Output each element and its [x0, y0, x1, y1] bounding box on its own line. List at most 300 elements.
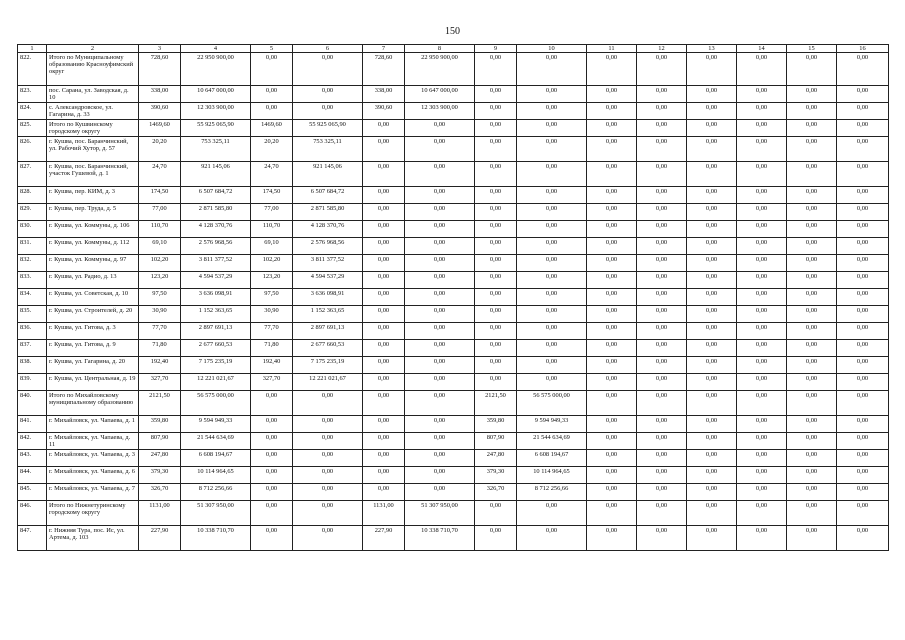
table-row: [18, 187, 889, 204]
address-cell: г. Кушва, ул. Коммуны, д. 97: [47, 255, 139, 272]
value-cell: 0,00: [405, 137, 475, 162]
value-cell: 390,60: [363, 103, 405, 120]
value-cell: 0,00: [405, 289, 475, 306]
address-cell: г. Кушва, ул. Гагарина, д. 20: [47, 357, 139, 374]
value-cell: 55 925 065,90: [181, 120, 251, 137]
value-cell: 0,00: [587, 526, 637, 551]
value-cell: 0,00: [787, 340, 837, 357]
value-cell: 3 811 377,52: [181, 255, 251, 272]
value-cell: 0,00: [787, 103, 837, 120]
value-cell: 12 221 021,67: [181, 374, 251, 391]
row-number-cell: 826.: [18, 137, 47, 162]
value-cell: 3 636 098,91: [181, 289, 251, 306]
value-cell: 0,00: [737, 306, 787, 323]
column-header: 10: [517, 45, 587, 53]
value-cell: 390,60: [139, 103, 181, 120]
value-cell: 0,00: [637, 272, 687, 289]
value-cell: 0,00: [363, 187, 405, 204]
table-row: [18, 221, 889, 238]
value-cell: 0,00: [405, 433, 475, 450]
address-cell: г. Нижняя Тура, пос. Ис, ул. Артема, д. 103: [47, 526, 139, 551]
value-cell: 0,00: [251, 433, 293, 450]
value-cell: 0,00: [475, 187, 517, 204]
value-cell: 327,70: [139, 374, 181, 391]
value-cell: 71,80: [251, 340, 293, 357]
column-header: 2: [47, 45, 139, 53]
value-cell: 0,00: [587, 53, 637, 86]
value-cell: 0,00: [587, 255, 637, 272]
value-cell: 0,00: [517, 526, 587, 551]
value-cell: 0,00: [637, 391, 687, 416]
value-cell: 2 897 691,13: [293, 323, 363, 340]
value-cell: 0,00: [405, 450, 475, 467]
value-cell: 0,00: [787, 204, 837, 221]
value-cell: 0,00: [837, 238, 889, 255]
value-cell: 0,00: [687, 120, 737, 137]
value-cell: 0,00: [363, 323, 405, 340]
address-cell: г. Михайловск, ул. Чапаева, д. 7: [47, 484, 139, 501]
value-cell: 174,50: [139, 187, 181, 204]
value-cell: 0,00: [687, 357, 737, 374]
value-cell: 0,00: [363, 137, 405, 162]
value-cell: 0,00: [293, 53, 363, 86]
value-cell: 192,40: [139, 357, 181, 374]
value-cell: 0,00: [363, 162, 405, 187]
value-cell: 21 544 634,69: [517, 433, 587, 450]
row-number-cell: 827.: [18, 162, 47, 187]
value-cell: 0,00: [363, 272, 405, 289]
value-cell: 0,00: [251, 467, 293, 484]
value-cell: 0,00: [737, 484, 787, 501]
value-cell: 0,00: [587, 467, 637, 484]
value-cell: 0,00: [517, 374, 587, 391]
column-header: 12: [637, 45, 687, 53]
value-cell: 24,70: [139, 162, 181, 187]
value-cell: 0,00: [837, 416, 889, 433]
value-cell: 338,00: [139, 86, 181, 103]
row-number-cell: 841.: [18, 416, 47, 433]
value-cell: 0,00: [787, 526, 837, 551]
value-cell: 0,00: [587, 137, 637, 162]
value-cell: 0,00: [587, 306, 637, 323]
row-number-cell: 835.: [18, 306, 47, 323]
value-cell: 0,00: [587, 272, 637, 289]
value-cell: 227,90: [139, 526, 181, 551]
value-cell: 0,00: [363, 204, 405, 221]
value-cell: 0,00: [293, 467, 363, 484]
table-row: [18, 137, 889, 162]
value-cell: 0,00: [687, 450, 737, 467]
value-cell: 0,00: [293, 433, 363, 450]
row-number-cell: 829.: [18, 204, 47, 221]
value-cell: 0,00: [517, 289, 587, 306]
value-cell: 10 338 710,70: [181, 526, 251, 551]
value-cell: 2 871 585,80: [181, 204, 251, 221]
table-row: [18, 340, 889, 357]
table-row: [18, 416, 889, 433]
table-row: [18, 238, 889, 255]
value-cell: 0,00: [363, 374, 405, 391]
value-cell: 0,00: [737, 255, 787, 272]
value-cell: 0,00: [251, 501, 293, 526]
value-cell: 0,00: [517, 162, 587, 187]
value-cell: 102,20: [251, 255, 293, 272]
value-cell: 97,50: [251, 289, 293, 306]
value-cell: 0,00: [637, 86, 687, 103]
address-cell: г. Кушва, ул. Радио, д. 13: [47, 272, 139, 289]
value-cell: 12 221 021,67: [293, 374, 363, 391]
value-cell: 0,00: [363, 238, 405, 255]
value-cell: 56 575 000,00: [181, 391, 251, 416]
value-cell: 0,00: [637, 289, 687, 306]
value-cell: 2 897 691,13: [181, 323, 251, 340]
value-cell: 0,00: [687, 391, 737, 416]
value-cell: 0,00: [517, 306, 587, 323]
value-cell: 0,00: [405, 467, 475, 484]
value-cell: 0,00: [251, 526, 293, 551]
column-header: 1: [18, 45, 47, 53]
value-cell: 0,00: [837, 120, 889, 137]
value-cell: 0,00: [363, 467, 405, 484]
value-cell: 326,70: [139, 484, 181, 501]
value-cell: 0,00: [517, 238, 587, 255]
value-cell: 0,00: [787, 86, 837, 103]
value-cell: 0,00: [737, 120, 787, 137]
value-cell: 0,00: [475, 289, 517, 306]
value-cell: 0,00: [475, 323, 517, 340]
row-number-cell: 824.: [18, 103, 47, 120]
value-cell: 227,90: [363, 526, 405, 551]
value-cell: 0,00: [787, 501, 837, 526]
value-cell: 0,00: [737, 289, 787, 306]
table-row: [18, 467, 889, 484]
value-cell: 0,00: [837, 137, 889, 162]
value-cell: 0,00: [405, 340, 475, 357]
value-cell: 0,00: [405, 306, 475, 323]
value-cell: 0,00: [837, 340, 889, 357]
value-cell: 359,80: [139, 416, 181, 433]
column-header: 8: [405, 45, 475, 53]
value-cell: 0,00: [737, 526, 787, 551]
value-cell: 0,00: [787, 306, 837, 323]
value-cell: 0,00: [475, 374, 517, 391]
column-header: 4: [181, 45, 251, 53]
table-row: [18, 289, 889, 306]
value-cell: 0,00: [637, 103, 687, 120]
value-cell: 30,90: [139, 306, 181, 323]
value-cell: 0,00: [405, 187, 475, 204]
address-cell: г. Кушва, пос. Баранчинский, участок Гушевой, д. 1: [47, 162, 139, 187]
table-row: [18, 120, 889, 137]
value-cell: 30,90: [251, 306, 293, 323]
value-cell: 110,70: [251, 221, 293, 238]
value-cell: 0,00: [687, 484, 737, 501]
value-cell: 0,00: [405, 238, 475, 255]
address-cell: г. Кушва, ул. Коммуны, д. 106: [47, 221, 139, 238]
value-cell: 0,00: [517, 86, 587, 103]
value-cell: 0,00: [737, 323, 787, 340]
value-cell: 0,00: [787, 467, 837, 484]
address-cell: г. Михайловск, ул. Чапаева, д. 3: [47, 450, 139, 467]
value-cell: 0,00: [587, 120, 637, 137]
value-cell: 0,00: [293, 391, 363, 416]
value-cell: 0,00: [587, 374, 637, 391]
value-cell: 0,00: [363, 289, 405, 306]
value-cell: 0,00: [405, 120, 475, 137]
column-header: 13: [687, 45, 737, 53]
value-cell: 0,00: [251, 86, 293, 103]
value-cell: 0,00: [737, 53, 787, 86]
value-cell: 0,00: [517, 137, 587, 162]
value-cell: 0,00: [837, 526, 889, 551]
value-cell: 10 647 000,00: [181, 86, 251, 103]
value-cell: 2 576 968,56: [181, 238, 251, 255]
value-cell: 21 544 634,69: [181, 433, 251, 450]
value-cell: 0,00: [837, 204, 889, 221]
value-cell: 0,00: [517, 357, 587, 374]
value-cell: 0,00: [787, 162, 837, 187]
table-row: [18, 162, 889, 187]
value-cell: 0,00: [637, 357, 687, 374]
value-cell: 807,90: [139, 433, 181, 450]
value-cell: 0,00: [293, 526, 363, 551]
table-row: [18, 323, 889, 340]
value-cell: 0,00: [637, 120, 687, 137]
value-cell: 6 608 194,67: [181, 450, 251, 467]
value-cell: 6 507 684,72: [293, 187, 363, 204]
value-cell: 69,10: [251, 238, 293, 255]
row-number-cell: 830.: [18, 221, 47, 238]
row-number-cell: 834.: [18, 289, 47, 306]
value-cell: 0,00: [737, 340, 787, 357]
value-cell: 0,00: [251, 416, 293, 433]
table-row: [18, 53, 889, 86]
value-cell: 0,00: [737, 86, 787, 103]
value-cell: 0,00: [837, 53, 889, 86]
value-cell: 9 594 949,33: [181, 416, 251, 433]
value-cell: 8 712 256,66: [517, 484, 587, 501]
value-cell: 0,00: [293, 416, 363, 433]
page-number: 150: [445, 26, 460, 37]
address-cell: г. Кушва, ул. Центральная, д. 19: [47, 374, 139, 391]
value-cell: 0,00: [687, 467, 737, 484]
value-cell: 0,00: [737, 416, 787, 433]
value-cell: 0,00: [475, 526, 517, 551]
value-cell: 0,00: [475, 272, 517, 289]
value-cell: 0,00: [363, 120, 405, 137]
value-cell: 6 507 684,72: [181, 187, 251, 204]
value-cell: 4 128 370,76: [181, 221, 251, 238]
value-cell: 0,00: [475, 501, 517, 526]
table-row: [18, 103, 889, 120]
value-cell: 0,00: [787, 255, 837, 272]
value-cell: 728,60: [363, 53, 405, 86]
row-number-cell: 846.: [18, 501, 47, 526]
value-cell: 0,00: [787, 357, 837, 374]
value-cell: 0,00: [687, 289, 737, 306]
value-cell: 110,70: [139, 221, 181, 238]
value-cell: 0,00: [737, 238, 787, 255]
value-cell: 0,00: [587, 221, 637, 238]
value-cell: 0,00: [837, 103, 889, 120]
value-cell: 0,00: [363, 391, 405, 416]
value-cell: 0,00: [587, 323, 637, 340]
value-cell: 0,00: [637, 53, 687, 86]
value-cell: 0,00: [587, 433, 637, 450]
value-cell: 0,00: [517, 272, 587, 289]
value-cell: 0,00: [475, 221, 517, 238]
value-cell: 10 647 000,00: [405, 86, 475, 103]
value-cell: 0,00: [787, 323, 837, 340]
value-cell: 77,00: [139, 204, 181, 221]
value-cell: 0,00: [363, 416, 405, 433]
value-cell: 0,00: [787, 416, 837, 433]
address-cell: Итого по Муниципальному образованию Красноуфимский округ: [47, 53, 139, 86]
value-cell: 0,00: [475, 86, 517, 103]
value-cell: 0,00: [587, 187, 637, 204]
value-cell: 0,00: [787, 374, 837, 391]
value-cell: 0,00: [405, 416, 475, 433]
value-cell: 0,00: [637, 204, 687, 221]
value-cell: 0,00: [587, 391, 637, 416]
value-cell: 9 594 949,33: [517, 416, 587, 433]
value-cell: 0,00: [637, 323, 687, 340]
value-cell: 4 594 537,29: [293, 272, 363, 289]
value-cell: 359,80: [475, 416, 517, 433]
value-cell: 0,00: [637, 221, 687, 238]
row-number-cell: 825.: [18, 120, 47, 137]
value-cell: 0,00: [787, 391, 837, 416]
value-cell: 0,00: [475, 53, 517, 86]
value-cell: 338,00: [363, 86, 405, 103]
column-header: 16: [837, 45, 889, 53]
table-row: [18, 433, 889, 450]
value-cell: 77,70: [251, 323, 293, 340]
value-cell: 0,00: [687, 340, 737, 357]
value-cell: 0,00: [637, 255, 687, 272]
value-cell: 0,00: [517, 120, 587, 137]
value-cell: 0,00: [405, 484, 475, 501]
table-row: [18, 204, 889, 221]
value-cell: 0,00: [737, 433, 787, 450]
value-cell: 807,90: [475, 433, 517, 450]
value-cell: 0,00: [837, 357, 889, 374]
value-cell: 0,00: [475, 306, 517, 323]
value-cell: 174,50: [251, 187, 293, 204]
value-cell: 0,00: [363, 357, 405, 374]
value-cell: 0,00: [475, 340, 517, 357]
column-header: 6: [293, 45, 363, 53]
table-row: [18, 306, 889, 323]
value-cell: 0,00: [787, 221, 837, 238]
value-cell: 0,00: [517, 221, 587, 238]
row-number-cell: 823.: [18, 86, 47, 103]
value-cell: 1 152 363,65: [181, 306, 251, 323]
value-cell: 0,00: [837, 187, 889, 204]
value-cell: 0,00: [687, 501, 737, 526]
value-cell: 0,00: [637, 416, 687, 433]
value-cell: 0,00: [637, 187, 687, 204]
value-cell: 0,00: [517, 323, 587, 340]
value-cell: 921 145,06: [181, 162, 251, 187]
value-cell: 10 114 964,65: [181, 467, 251, 484]
value-cell: 0,00: [405, 204, 475, 221]
value-cell: 0,00: [737, 374, 787, 391]
value-cell: 0,00: [363, 221, 405, 238]
row-number-cell: 831.: [18, 238, 47, 255]
value-cell: 0,00: [293, 86, 363, 103]
value-cell: 0,00: [787, 272, 837, 289]
value-cell: 1131,00: [139, 501, 181, 526]
value-cell: 22 950 900,00: [181, 53, 251, 86]
value-cell: 0,00: [251, 484, 293, 501]
value-cell: 0,00: [737, 221, 787, 238]
value-cell: 0,00: [517, 501, 587, 526]
value-cell: 0,00: [517, 53, 587, 86]
value-cell: 77,70: [139, 323, 181, 340]
value-cell: 0,00: [737, 272, 787, 289]
value-cell: 0,00: [475, 204, 517, 221]
value-cell: 123,20: [251, 272, 293, 289]
value-cell: 0,00: [687, 221, 737, 238]
value-cell: 4 128 370,76: [293, 221, 363, 238]
value-cell: 2121,50: [475, 391, 517, 416]
value-cell: 0,00: [293, 103, 363, 120]
value-cell: 69,10: [139, 238, 181, 255]
value-cell: 0,00: [405, 391, 475, 416]
value-cell: 1469,60: [139, 120, 181, 137]
value-cell: 0,00: [475, 357, 517, 374]
value-cell: 0,00: [837, 501, 889, 526]
value-cell: 0,00: [787, 187, 837, 204]
value-cell: 0,00: [787, 484, 837, 501]
value-cell: 0,00: [637, 374, 687, 391]
header-row: [18, 45, 889, 53]
value-cell: 0,00: [251, 53, 293, 86]
value-cell: 326,70: [475, 484, 517, 501]
value-cell: 0,00: [837, 433, 889, 450]
value-cell: 0,00: [637, 433, 687, 450]
value-cell: 0,00: [517, 340, 587, 357]
address-cell: г. Михайловск, ул. Чапаева, д. 11: [47, 433, 139, 450]
address-cell: г. Михайловск, ул. Чапаева, д. 1: [47, 416, 139, 433]
value-cell: 0,00: [251, 450, 293, 467]
value-cell: 12 303 900,00: [181, 103, 251, 120]
value-cell: 0,00: [637, 238, 687, 255]
value-cell: 0,00: [837, 467, 889, 484]
value-cell: 379,30: [475, 467, 517, 484]
row-number-cell: 839.: [18, 374, 47, 391]
value-cell: 77,00: [251, 204, 293, 221]
address-cell: г. Кушва, ул. Гитова, д. 3: [47, 323, 139, 340]
value-cell: 247,80: [139, 450, 181, 467]
value-cell: 0,00: [587, 357, 637, 374]
value-cell: 0,00: [405, 221, 475, 238]
value-cell: 0,00: [687, 433, 737, 450]
value-cell: 0,00: [787, 137, 837, 162]
value-cell: 0,00: [837, 272, 889, 289]
value-cell: 0,00: [737, 137, 787, 162]
value-cell: 0,00: [637, 162, 687, 187]
table-row: [18, 391, 889, 416]
value-cell: 0,00: [687, 103, 737, 120]
value-cell: 0,00: [475, 103, 517, 120]
value-cell: 0,00: [737, 450, 787, 467]
value-cell: 0,00: [837, 221, 889, 238]
row-number-cell: 828.: [18, 187, 47, 204]
value-cell: 0,00: [687, 255, 737, 272]
value-cell: 0,00: [363, 450, 405, 467]
